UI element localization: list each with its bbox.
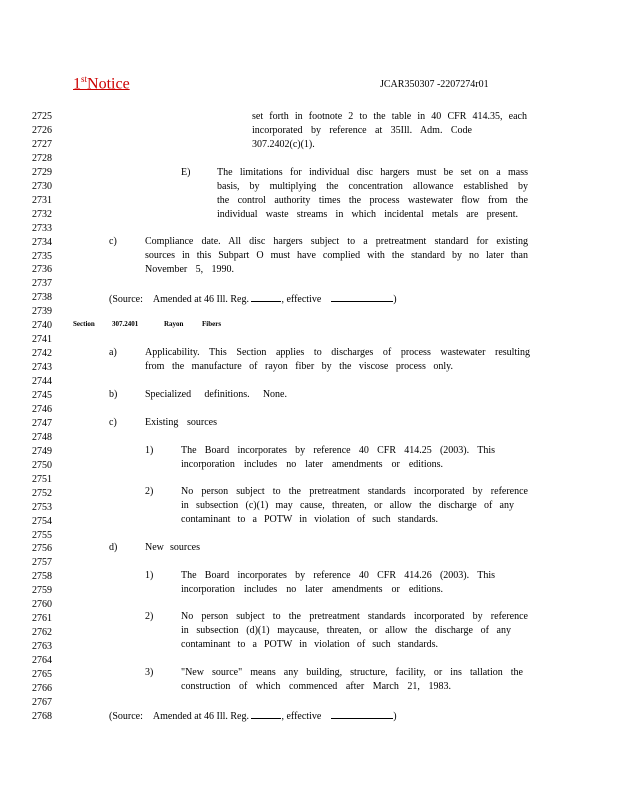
body-line: Compliance date. All disc hargers subject to a pretreatment standard for existing	[145, 236, 528, 247]
line-number: 2734	[32, 236, 52, 248]
body-line: The Board incorporates by reference 40 CFR 414.25 (2003). This	[181, 445, 495, 456]
section-number: 307.2401	[112, 320, 139, 328]
line-number: 2764	[32, 655, 52, 667]
item-label: 2)	[145, 611, 154, 622]
line-number: 2748	[32, 431, 52, 443]
line-number: 2738	[32, 292, 52, 304]
body-line: the control authority times the process wastewater flow from the	[217, 195, 528, 206]
line-number: 2751	[32, 473, 52, 485]
body-line: incorporation includes no later amendments or editions.	[181, 584, 443, 595]
line-number: 2728	[32, 152, 52, 164]
line-number: 2767	[32, 696, 52, 708]
body-line: construction of which commenced after March 21, 1983.	[181, 681, 451, 692]
line-number: 2763	[32, 641, 52, 653]
blank-line	[331, 709, 393, 719]
body-line: Applicability. This Section applies to discharges of process wastewater resulting	[145, 347, 530, 358]
source-note: (Source: Amended at 46 Ill. Reg. , effective )	[109, 711, 397, 722]
line-number: 2745	[32, 390, 52, 401]
document-id: JCAR350307 -2207274r01	[380, 79, 489, 90]
line-number: 2756	[32, 543, 52, 555]
body-line: set forth in footnote 2 to the table in 40 CFR 414.35, each	[252, 111, 527, 122]
item-label: c)	[109, 236, 117, 247]
item-label: 3)	[145, 667, 154, 678]
line-number: 2750	[32, 459, 52, 471]
line-number: 2726	[32, 124, 52, 136]
section-title-part: Fibers	[202, 320, 222, 328]
line-number: 2740	[32, 320, 52, 332]
body-line: November 5, 1990.	[145, 264, 234, 275]
line-number: 2758	[32, 571, 52, 583]
body-line: 307.2402(c)(1).	[252, 139, 315, 150]
line-number: 2759	[32, 585, 52, 597]
body-line: basis, by multiplying the concentration allowance established by	[217, 181, 528, 192]
body-line: incorporated by reference at 35Ill. Adm. Code	[252, 125, 472, 136]
line-number: 2749	[32, 445, 52, 457]
item-label: d)	[109, 542, 118, 553]
body-line: sources in this Subpart O must have complied with the standard by no later than	[145, 250, 528, 261]
body-line: incorporation includes no later amendments or editions.	[181, 459, 443, 470]
body-line: "New source" means any building, structure, facility, or ins tallation the	[181, 667, 523, 678]
section-title-part: Rayon	[164, 320, 184, 328]
notice-heading: 1stNotice	[73, 74, 130, 93]
line-number: 2754	[32, 515, 52, 527]
line-number: 2761	[32, 613, 52, 625]
line-number: 2742	[32, 348, 52, 360]
body-line: in subsection (c)(1) may cause, threaten, or allow the discharge of any	[181, 500, 514, 511]
line-number: 2765	[32, 669, 52, 680]
line-number: 2753	[32, 501, 52, 513]
line-number: 2768	[32, 710, 52, 722]
body-line: contaminant to a POTW in violation of such standards.	[181, 514, 438, 525]
body-line: Existing sources	[145, 417, 217, 428]
item-label: c)	[109, 417, 117, 428]
line-number: 2752	[32, 487, 52, 499]
line-number: 2757	[32, 557, 52, 569]
section-word: Section	[73, 320, 95, 328]
line-number: 2737	[32, 278, 52, 290]
item-label: 1)	[145, 570, 154, 581]
line-number: 2736	[32, 264, 52, 276]
blank-line	[251, 709, 281, 719]
line-number: 2766	[32, 682, 52, 694]
line-number: 2731	[32, 194, 52, 206]
item-label: a)	[109, 347, 117, 358]
line-number: 2747	[32, 417, 52, 429]
item-label: E)	[181, 167, 191, 178]
line-number: 2727	[32, 138, 52, 150]
body-line: No person subject to the pretreatment standards incorporated by reference	[181, 611, 528, 622]
line-number: 2730	[32, 180, 52, 192]
line-number: 2725	[32, 111, 52, 122]
line-number: 2762	[32, 627, 52, 639]
body-line: New sources	[145, 542, 200, 553]
line-number: 2735	[32, 250, 52, 262]
line-number: 2739	[32, 306, 52, 318]
body-line: contaminant to a POTW in violation of such standards.	[181, 639, 438, 650]
line-number: 2746	[32, 403, 52, 415]
body-line: in subsection (d)(1) maycause, threaten, or allow the discharge of any	[181, 625, 511, 636]
line-number: 2755	[32, 529, 52, 541]
body-line: The limitations for individual disc hargers must be set on a mass	[217, 167, 528, 178]
blank-line	[331, 292, 393, 302]
body-line: No person subject to the pretreatment standards incorporated by reference	[181, 486, 528, 497]
line-number: 2744	[32, 376, 52, 388]
item-label: b)	[109, 389, 118, 400]
line-number: 2733	[32, 222, 52, 234]
line-number: 2741	[32, 334, 52, 346]
body-line: Specialized definitions. None.	[145, 389, 287, 400]
body-line: The Board incorporates by reference 40 CFR 414.26 (2003). This	[181, 570, 495, 581]
blank-line	[251, 292, 281, 302]
line-number: 2760	[32, 599, 52, 611]
line-number: 2732	[32, 208, 52, 220]
source-note: (Source: Amended at 46 Ill. Reg. , effective )	[109, 294, 397, 305]
body-line: individual waste streams in which incidental metals are present.	[217, 209, 518, 220]
item-label: 2)	[145, 486, 154, 497]
line-number: 2743	[32, 362, 52, 374]
item-label: 1)	[145, 445, 154, 456]
line-number: 2729	[32, 166, 52, 178]
body-line: from the manufacture of rayon fiber by the viscose process only.	[145, 361, 453, 372]
